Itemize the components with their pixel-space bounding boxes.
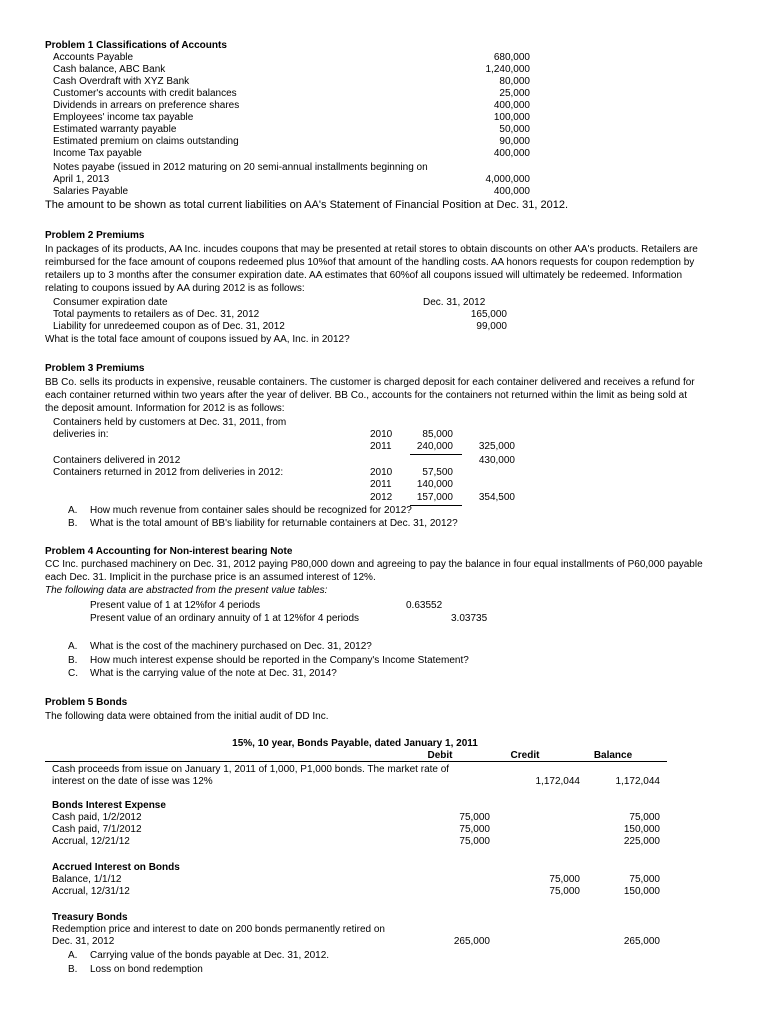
- cash-proceeds-balance: 1,172,044: [615, 776, 660, 787]
- account-amount: 25,000: [499, 88, 530, 99]
- question-text: What is the carrying value of the note at Dec. 31, 2014?: [90, 668, 337, 679]
- pv-label: Present value of an ordinary annuity of 1 at 12%for 4 periods: [90, 613, 360, 624]
- problem-3-paragraph-line: the deposit amount. Information for 2012 is as follows:: [45, 403, 285, 414]
- ledger-row-label: Balance, 1/1/12: [52, 874, 122, 885]
- treasury-bonds-balance: 265,000: [623, 936, 660, 947]
- returned-amount: 57,500: [422, 467, 453, 478]
- ledger-row-label: Accrual, 12/21/12: [52, 836, 130, 847]
- account-amount: 400,000: [493, 148, 530, 159]
- coupon-row-amount: 165,000: [470, 309, 507, 320]
- treasury-bonds-label-line2: Dec. 31, 2012: [52, 936, 115, 947]
- account-label: Accounts Payable: [53, 52, 134, 63]
- account-amount: 100,000: [493, 112, 530, 123]
- account-amount: 400,000: [493, 100, 530, 111]
- problem-5-title: Problem 5 Bonds: [45, 697, 128, 708]
- column-header-balance: Balance: [593, 750, 633, 761]
- cash-proceeds-credit: 1,172,044: [535, 776, 580, 787]
- account-label: Dividends in arrears on preference shares: [53, 100, 240, 111]
- problem-3-paragraph-line: each container returned within two years after the year of deliver. BB Co., accounts for the containers not returned within the limit as being sold at: [45, 390, 688, 401]
- problem-3-title: Problem 3 Premiums: [45, 363, 145, 374]
- coupon-row-label: Consumer expiration date: [53, 297, 168, 308]
- problem-3-paragraph-line: BB Co. sells its products in expensive, reusable containers. The customer is charged deposit for each container delivered and receives a refund for: [45, 377, 695, 388]
- ledger-row-balance: 225,000: [623, 836, 660, 847]
- returned-year: 2010: [370, 467, 393, 478]
- question-text: How much interest expense should be reported in the Company's Income Statement?: [90, 655, 469, 666]
- ledger-row-balance: 150,000: [623, 886, 660, 897]
- ledger-row-balance: 150,000: [623, 824, 660, 835]
- notes-payable-label-line2: April 1, 2013: [53, 174, 110, 185]
- accrued-interest-heading: Accrued Interest on Bonds: [52, 862, 180, 873]
- pv-label: Present value of 1 at 12%for 4 periods: [90, 600, 261, 611]
- treasury-bonds-heading: Treasury Bonds: [52, 912, 128, 923]
- treasury-bonds-label-line1: Redemption price and interest to date on 200 bonds permanently retired on: [52, 924, 385, 935]
- ledger-row-label: Cash paid, 7/1/2012: [52, 824, 142, 835]
- problem-4-paragraph-line: CC Inc. purchased machinery on Dec. 31, 2012 paying P80,000 down and agreeing to pay the balance in four equal installments of P60,000 payable: [45, 559, 703, 570]
- held-total: 325,000: [478, 441, 515, 452]
- ledger-row-credit: 75,000: [549, 874, 580, 885]
- salaries-payable-label: Salaries Payable: [53, 186, 129, 197]
- account-label: Cash Overdraft with XYZ Bank: [53, 76, 190, 87]
- returned-total: 354,500: [478, 492, 515, 503]
- containers-held-label-line2: deliveries in:: [53, 429, 109, 440]
- problem-2-paragraph-line: In packages of its products, AA Inc. incudes coupons that may be presented at retail stores to obtain discounts on other AA's products. Retailers are: [45, 244, 698, 255]
- account-amount: 50,000: [499, 124, 530, 135]
- account-amount: 680,000: [493, 52, 530, 63]
- question-letter: A.: [68, 641, 78, 652]
- problem-5-intro: The following data were obtained from the initial audit of DD Inc.: [45, 711, 329, 722]
- table-header-rule: [45, 761, 667, 762]
- account-label: Estimated premium on claims outstanding: [53, 136, 239, 147]
- question-letter: B.: [68, 518, 78, 529]
- bonds-interest-expense-heading: Bonds Interest Expense: [52, 800, 166, 811]
- held-year: 2010: [370, 429, 393, 440]
- coupon-row-label: Liability for unredeemed coupon as of Dec. 31, 2012: [53, 321, 285, 332]
- containers-returned-label: Containers returned in 2012 from deliveries in 2012:: [53, 467, 284, 478]
- question-letter: A.: [68, 950, 78, 961]
- question-text: What is the cost of the machinery purchased on Dec. 31, 2012?: [90, 641, 372, 652]
- containers-delivered-amount: 430,000: [478, 455, 515, 466]
- problem-2-question: What is the total face amount of coupons issued by AA, Inc. in 2012?: [45, 334, 350, 345]
- problem-4-title: Problem 4 Accounting for Non-interest bearing Note: [45, 546, 293, 557]
- notes-payable-label-line1: Notes payabe (issued in 2012 maturing on 20 semi-annual installments beginning on: [53, 162, 428, 173]
- account-label: Income Tax payable: [53, 148, 142, 159]
- ledger-row-balance: 75,000: [629, 874, 660, 885]
- column-header-debit: Debit: [427, 750, 453, 761]
- question-text: Carrying value of the bonds payable at Dec. 31, 2012.: [90, 950, 330, 961]
- account-amount: 1,240,000: [485, 64, 530, 75]
- problem-2-paragraph-line: relating to coupons issued by AA during 2012 is as follows:: [45, 283, 305, 294]
- problem-2-paragraph-line: retailers up to 3 months after the consumer expiration date. AA estimates that 60%of all coupons issued will ultimately be redeemed. Information: [45, 270, 683, 281]
- ledger-row-credit: 75,000: [549, 886, 580, 897]
- account-amount: 90,000: [499, 136, 530, 147]
- returned-year: 2011: [370, 479, 392, 490]
- returned-amount: 157,000: [416, 492, 453, 503]
- ledger-row-balance: 75,000: [629, 812, 660, 823]
- coupon-row-label: Total payments to retailers as of Dec. 31, 2012: [53, 309, 260, 320]
- treasury-bonds-debit: 265,000: [453, 936, 490, 947]
- held-year: 2011: [370, 441, 392, 452]
- notes-payable-amount: 4,000,000: [485, 174, 530, 185]
- pv-value: 0.63552: [406, 600, 443, 611]
- containers-held-label-line1: Containers held by customers at Dec. 31, 2011, from: [53, 417, 287, 428]
- returned-underline: [410, 505, 462, 506]
- coupon-row-amount: 99,000: [476, 321, 507, 332]
- ledger-row-label: Accrual, 12/31/12: [52, 886, 130, 897]
- pv-tables-intro: The following data are abstracted from the present value tables:: [45, 585, 328, 596]
- pv-value: 3.03735: [451, 613, 488, 624]
- question-letter: B.: [68, 655, 78, 666]
- coupon-row-date: Dec. 31, 2012: [423, 297, 486, 308]
- ledger-row-debit: 75,000: [459, 812, 490, 823]
- question-letter: B.: [68, 964, 78, 975]
- held-underline: [410, 454, 462, 455]
- ledger-row-debit: 75,000: [459, 836, 490, 847]
- account-amount: 80,000: [499, 76, 530, 87]
- question-letter: A.: [68, 505, 78, 516]
- problem-4-paragraph-line: each Dec. 31. Implicit in the purchase price is an assumed interest of 12%.: [45, 572, 376, 583]
- question-text: Loss on bond redemption: [90, 964, 203, 975]
- problem-2-title: Problem 2 Premiums: [45, 230, 145, 241]
- account-label: Estimated warranty payable: [53, 124, 177, 135]
- cash-proceeds-label-line1: Cash proceeds from issue on January 1, 2011 of 1,000, P1,000 bonds. The market rate of: [52, 764, 450, 775]
- problem-1-question: The amount to be shown as total current liabilities on AA's Statement of Financial Position at Dec. 31, 2012.: [45, 199, 569, 211]
- salaries-payable-amount: 400,000: [493, 186, 530, 197]
- held-amount: 85,000: [422, 429, 453, 440]
- problem-1-title: Problem 1 Classifications of Accounts: [45, 40, 227, 51]
- question-letter: C.: [68, 668, 78, 679]
- account-label: Cash balance, ABC Bank: [53, 64, 166, 75]
- cash-proceeds-label-line2: interest on the date of isse was 12%: [52, 776, 213, 787]
- ledger-row-debit: 75,000: [459, 824, 490, 835]
- column-header-credit: Credit: [510, 750, 540, 761]
- account-label: Employees' income tax payable: [53, 112, 194, 123]
- question-text: How much revenue from container sales should be recognized for 2012?: [90, 505, 412, 516]
- question-text: What is the total amount of BB's liability for returnable containers at Dec. 31, 2012?: [90, 518, 458, 529]
- containers-delivered-label: Containers delivered in 2012: [53, 455, 181, 466]
- account-label: Customer's accounts with credit balances: [53, 88, 237, 99]
- held-amount: 240,000: [416, 441, 453, 452]
- ledger-row-label: Cash paid, 1/2/2012: [52, 812, 142, 823]
- returned-year: 2012: [370, 492, 393, 503]
- returned-amount: 140,000: [416, 479, 453, 490]
- problem-2-paragraph-line: reimbursed for the face amount of coupons redeemed plus 10%of that amount of the handling costs. AA honors requests for coupon redemption by: [45, 257, 695, 268]
- bonds-table-title: 15%, 10 year, Bonds Payable, dated January 1, 2011: [232, 738, 478, 749]
